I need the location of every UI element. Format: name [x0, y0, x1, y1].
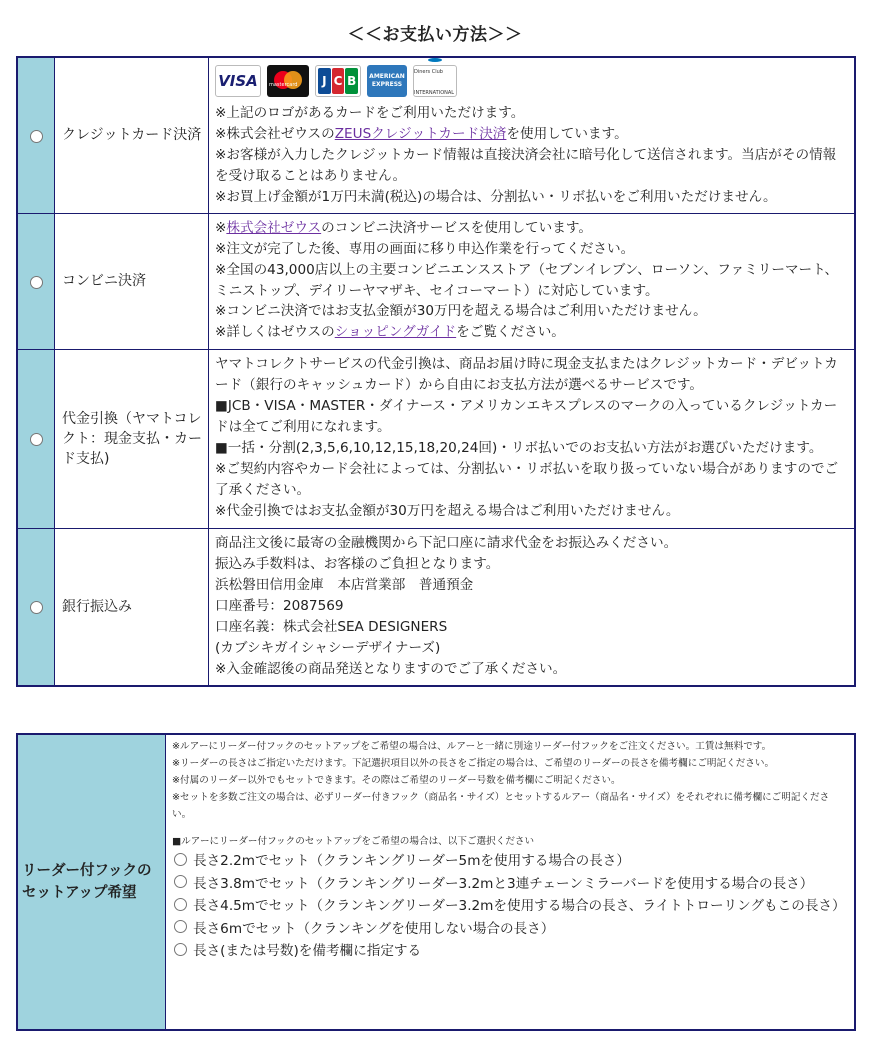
- desc-line: ※お客様が入力したクレジットカード情報は直接決済会社に暗号化して送信されます。当店がその情報を受け取ることはありません。: [215, 146, 837, 184]
- hook-option-radio[interactable]: [174, 853, 187, 866]
- desc-line: ※注文が完了した後、専用の画面に移り申込作業を行ってください。: [215, 240, 635, 257]
- desc-line: ■一括・分割(2,3,5,6,10,12,15,18,20,24回)・リボ払いでのお支払い方法がお選びいただけます。: [215, 440, 823, 456]
- desc-line: ※お買上げ金額が1万円未満(税込)の場合は、分割払い・リボ払いをご利用いただけません。: [215, 188, 777, 205]
- desc-line: 浜松磐田信用金庫 本店営業部 普通預金: [215, 576, 474, 593]
- payment-row-bank: [17, 528, 855, 686]
- hook-option-radio[interactable]: [174, 920, 187, 933]
- shopping-guide-link[interactable]: ショッピングガイド: [334, 324, 457, 341]
- desc-line: ※株式会社ゼウスのZEUSクレジットカード決済を使用しています。: [215, 125, 628, 142]
- desc-line: 口座番号：2087569: [215, 597, 344, 614]
- desc-line: ※コンビニ決済ではお支払金額が30万円を超える場合はご利用いただけません。: [215, 303, 707, 320]
- desc-line: (カブシキガイシャシーデザイナーズ): [215, 639, 441, 656]
- amex-logo: AMERICAN EXPRESS: [367, 65, 407, 97]
- payment-row-cod: [17, 349, 855, 528]
- cash-on-delivery-radio[interactable]: [30, 433, 43, 446]
- payment-row-credit: [17, 57, 855, 213]
- hook-note: ※リーダーの長さはご指定いただけます。下記選択項目以外の長さをご指定の場合は、ご希望のリーダーの長さを備考欄にご明記ください。: [172, 758, 775, 769]
- zeus-credit-link[interactable]: ZEUSクレジットカード決済: [334, 125, 507, 142]
- desc-line: ※株式会社ゼウスのコンビニ決済サービスを使用しています。: [215, 219, 592, 236]
- hook-select-prompt: ■ルアーにリーダー付フックのセットアップをご希望の場合は、以下ご選択ください: [172, 836, 535, 847]
- credit-card-radio[interactable]: [30, 130, 43, 143]
- desc-line: 商品注文後に最寄の金融機関から下記口座に請求代金をお振込みください。: [215, 535, 678, 552]
- diners-logo: Diners Club INTERNATIONAL: [413, 65, 457, 97]
- card-logos: [215, 61, 848, 103]
- desc-line: ※入金確認後の商品発送となりますのでご了承ください。: [215, 660, 567, 677]
- desc-line: ■JCB・VISA・MASTER・ダイナース・アメリカンエキスプレスのマークの入っているクレジットカードは全てご利用になれます。: [215, 398, 838, 436]
- hook-option: 長さ(または号数)を備考欄に指定する: [172, 940, 848, 963]
- hook-option: 長さ2.2mでセット（クランキングリーダー5mを使用する場合の長さ）: [172, 850, 848, 873]
- desc-line: 口座名義：株式会社SEA DESIGNERS: [215, 618, 448, 635]
- visa-logo: VISA: [215, 65, 261, 97]
- page-title: ＜＜お支払い方法＞＞: [347, 25, 523, 45]
- payment-row-convenience: [17, 213, 855, 349]
- method-name: コンビニ決済: [55, 213, 209, 349]
- hook-option-radio[interactable]: [174, 943, 187, 956]
- method-name: 代金引換（ヤマトコレクト：現金支払・カード支払): [55, 349, 209, 528]
- jcb-logo: J C B: [315, 65, 361, 97]
- hook-option: 長さ3.8mでセット（クランキングリーダー3.2mと3連チェーンミラーバードを使用する場合の長さ）: [172, 873, 848, 896]
- desc-line: ※上記のロゴがあるカードをご利用いただけます。: [215, 104, 525, 121]
- zeus-company-link[interactable]: 株式会社ゼウス: [226, 219, 322, 236]
- hook-option: 長さ6mでセット（クランキングを使用しない場合の長さ）: [172, 918, 848, 941]
- hook-option-radio[interactable]: [174, 898, 187, 911]
- method-name: クレジットカード決済: [55, 57, 209, 213]
- desc-line: ※全国の43,000店以上の主要コンビニエンスストア（セブンイレブン、ローソン、ファミリーマート、ミニストップ、デイリーヤマザキ、セイコーマート）に対応しています。: [215, 261, 839, 299]
- desc-line: ※ご契約内容やカード会社によっては、分割払い・リボ払いを取り扱っていない場合がありますのでご了承ください。: [215, 460, 839, 498]
- hook-setup-label: リーダー付フックのセットアップ希望: [17, 734, 166, 1030]
- desc-line: ヤマトコレクトサービスの代金引換は、商品お届け時に現金支払またはクレジットカード・デビットカード（銀行のキャッシュカード）から自由にお支払方法が選べるサービスです。: [215, 356, 838, 394]
- method-name: 銀行振込み: [55, 528, 209, 686]
- desc-line: ※詳しくはゼウスのショッピングガイドをご覧ください。: [215, 324, 565, 341]
- convenience-store-radio[interactable]: [30, 276, 43, 289]
- hook-note: ※セットを多数ご注文の場合は、必ずリーダー付きフック（商品名・サイズ）とセットするルアー（商品名・サイズ）をそれぞれに備考欄にご明記ください。: [172, 792, 830, 820]
- hook-option-radio[interactable]: [174, 875, 187, 888]
- desc-line: 振込み手数料は、お客様のご負担となります。: [215, 555, 500, 572]
- bank-transfer-radio[interactable]: [30, 601, 43, 614]
- desc-line: ※代金引換ではお支払金額が30万円を超える場合はご利用いただけません。: [215, 502, 680, 519]
- hook-setup-table: [16, 733, 856, 1031]
- hook-note: ※ルアーにリーダー付フックのセットアップをご希望の場合は、ルアーと一緒に別途リーダー付フックをご注文ください。工賃は無料です。: [172, 741, 772, 752]
- payment-methods-table: [16, 56, 856, 687]
- hook-note: ※付属のリーダー以外でもセットできます。その際はご希望のリーダー号数を備考欄にご明記ください。: [172, 775, 621, 786]
- mastercard-logo: mastercard: [267, 65, 309, 97]
- hook-option: 長さ4.5mでセット（クランキングリーダー3.2mを使用する場合の長さ、ライトトローリングもこの長さ）: [172, 895, 848, 918]
